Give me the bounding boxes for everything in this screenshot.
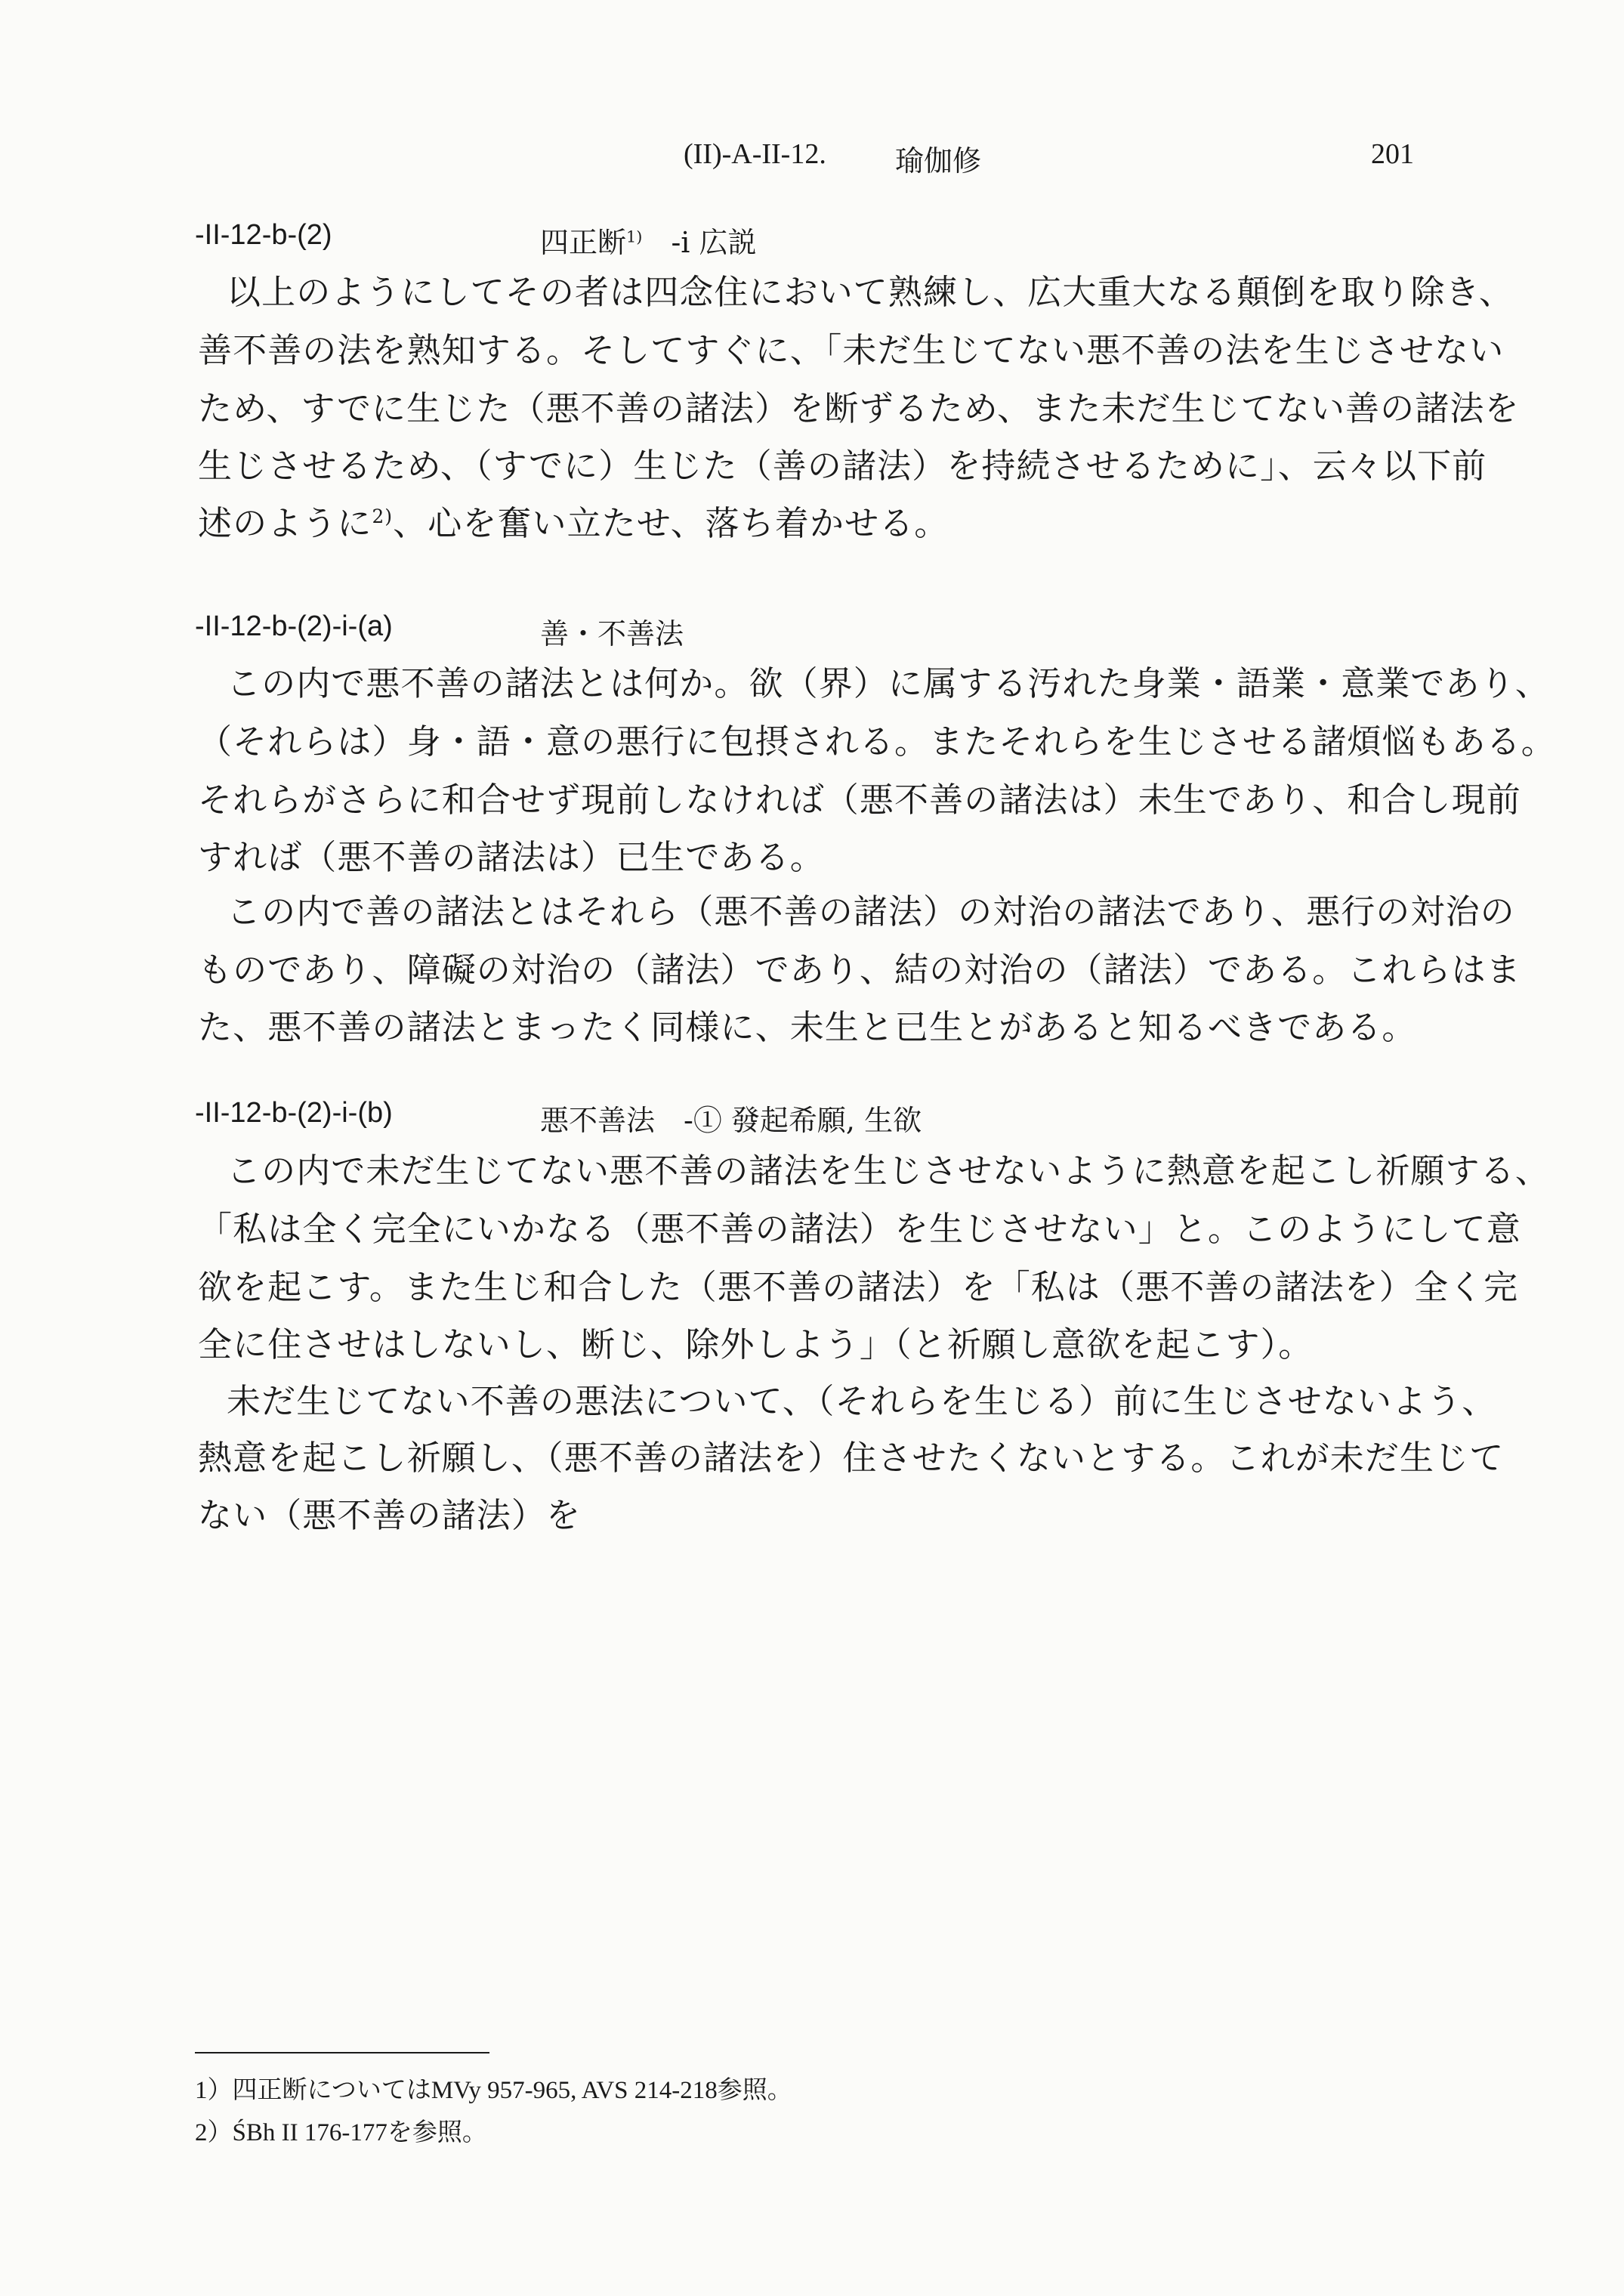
page-number: 201 (1371, 138, 1414, 170)
running-header-title: 瑜伽修 (895, 146, 982, 178)
running-header-section: (II)-A-II-12. (684, 138, 826, 170)
section-title-text: 四正断 (540, 226, 627, 259)
footnote-rule (195, 2052, 489, 2053)
footnote-ref-1: 1) (626, 227, 643, 246)
paragraph-line: この内で善の諸法とはそれら（悪不善の諸法）の対治の諸法であり、悪行の対治の (227, 892, 1515, 932)
paragraph-line: た、悪不善の諸法とまったく同様に、未生と已生とがあると知るべきである。 (198, 1007, 1417, 1047)
paragraph-line: （それらは）身・語・意の悪行に包摂される。またそれらを生じさせる諸煩悩もある。 (198, 722, 1556, 762)
paragraph-line: それらがさらに和合せず現前しなければ（悪不善の諸法は）未生であり、和合し現前 (198, 780, 1521, 820)
line-text: 述のように (198, 503, 372, 543)
footnote-1: 1）四正断についてはMVy 957-965, AVS 214-218参照。 (195, 2077, 792, 2104)
footnote-2: 2）ŚBh II 176-177を参照。 (195, 2119, 487, 2146)
paragraph-line: 以上のようにしてその者は四念住において熟練し、広大重大なる顛倒を取り除き、 (227, 272, 1514, 312)
section-heading-id: -II-12-b-(2)-i-(b) (195, 1097, 393, 1129)
section-title-suffix: -i 広説 (642, 226, 757, 259)
section-heading-title: 善・不善法 (540, 617, 684, 650)
footnote-ref-2: 2) (372, 505, 394, 527)
paragraph-line: 生じさせるため、（すでに）生じた（善の諸法）を持続させるために」、云々以下前 (198, 446, 1487, 486)
paragraph-line: 熱意を起こし祈願し、（悪不善の諸法を）住させたくないとする。これが未だ生じて (198, 1438, 1505, 1478)
section-heading-id: -II-12-b-(2)-i-(a) (195, 610, 393, 642)
paragraph-line: この内で悪不善の諸法とは何か。欲（界）に属する汚れた身業・語業・意業であり、 (227, 663, 1550, 703)
paragraph-line: 全に住させはしないし、断じ、除外しよう」（と祈願し意欲を起こす）。 (198, 1324, 1314, 1364)
section-heading-title: 悪不善法 -① 發起希願, 生欲 (540, 1104, 922, 1137)
paragraph-line: 欲を起こす。また生じ和合した（悪不善の諸法）を「私は（悪不善の諸法を）全く完 (198, 1267, 1519, 1307)
paragraph-line: ない（悪不善の諸法）を (198, 1495, 582, 1535)
section-heading-title (540, 219, 757, 261)
line-text: 、心を奮い立たせ、落ち着かせる。 (393, 503, 949, 543)
paragraph-line: 「私は全く完全にいかなる（悪不善の諸法）を生じさせない」と。このようにして意 (198, 1209, 1521, 1249)
paragraph-line: すれば（悪不善の諸法は）已生である。 (198, 837, 825, 877)
paragraph-line (198, 496, 949, 545)
section-heading-id: -II-12-b-(2) (195, 219, 332, 251)
paragraph-line: 善不善の法を熟知する。そしてすぐに、「未だ生じてない悪不善の法を生じさせない (198, 330, 1505, 370)
paragraph-line: この内で未だ生じてない悪不善の諸法を生じさせないように熱意を起こし祈願する、 (227, 1151, 1550, 1191)
paragraph-line: 未だ生じてない不善の悪法について、（それらを生じる）前に生じさせないよう、 (227, 1381, 1497, 1421)
paragraph-line: ものであり、障礙の対治の（諸法）であり、結の対治の（諸法）である。これらはま (198, 950, 1521, 990)
paragraph-line: ため、すでに生じた（悪不善の諸法）を断ずるため、また未だ生じてない善の諸法を (198, 388, 1520, 428)
